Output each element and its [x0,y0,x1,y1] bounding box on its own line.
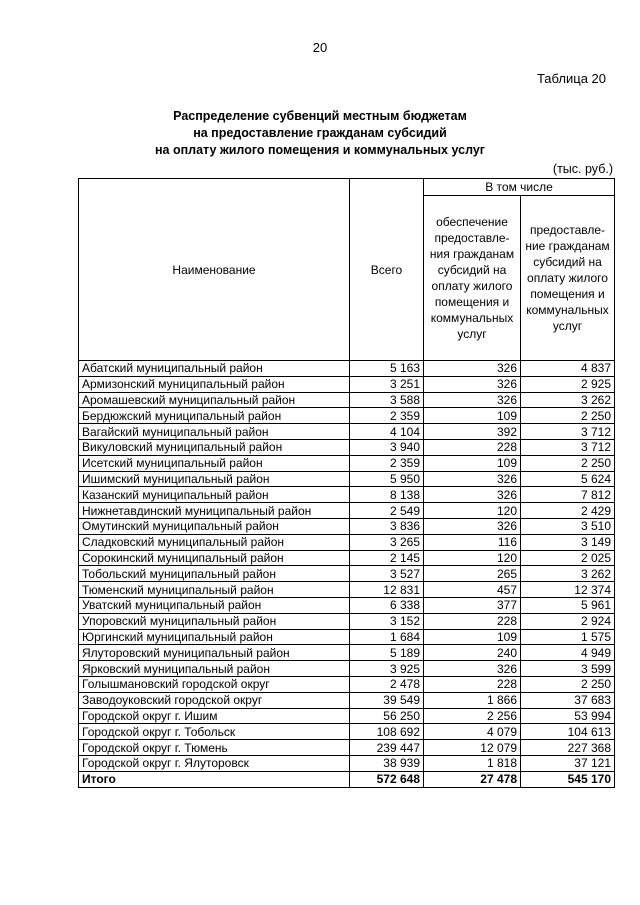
table-row [79,503,615,519]
total-row [79,771,615,787]
table-body [79,361,615,788]
cell-grant: 12 374 [521,582,615,598]
cell-total: 3 588 [350,392,424,408]
cell-name: Городской округ г. Ялуторовск [79,755,350,771]
cell-name: Упоровский муниципальный район [79,613,350,629]
cell-name: Нижнетавдинский муниципальный район [79,503,350,519]
cell-grant: 5 961 [521,597,615,613]
cell-grant: 3 599 [521,661,615,677]
cell-provision: 326 [424,518,521,534]
cell-name: Голышмановский городской округ [79,676,350,692]
cell-total: 3 940 [350,439,424,455]
table-row [79,439,615,455]
cell-provision: 457 [424,582,521,598]
cell-total: 3 265 [350,534,424,550]
cell-name: Армизонский муниципальный район [79,376,350,392]
cell-grant: 545 170 [521,771,615,787]
page-number: 20 [312,40,328,55]
cell-total: 5 163 [350,361,424,377]
cell-name: Юргинский муниципальный район [79,629,350,645]
cell-name: Сорокинский муниципальный район [79,550,350,566]
cell-name: Бердюжский муниципальный район [79,408,350,424]
table-row [79,361,615,377]
cell-grant: 37 683 [521,692,615,708]
cell-total: 3 925 [350,661,424,677]
cell-total: 108 692 [350,724,424,740]
cell-total: 239 447 [350,740,424,756]
cell-total: 12 831 [350,582,424,598]
title-line: на оплату жилого помещения и коммунальных услуг [154,143,486,157]
cell-total: 3 152 [350,613,424,629]
table-row [79,708,615,724]
cell-name: Уватский муниципальный район [79,597,350,613]
cell-grant: 5 624 [521,471,615,487]
cell-provision: 326 [424,392,521,408]
cell-provision: 326 [424,361,521,377]
cell-total: 3 527 [350,566,424,582]
cell-provision: 120 [424,550,521,566]
table-row [79,455,615,471]
cell-name: Казанский муниципальный район [79,487,350,503]
cell-grant: 2 925 [521,376,615,392]
header-provision: обеспечение предоставле-ния гражданам субсидий на оплату жилого помещения и коммунальных услуг [424,196,521,361]
table-row [79,376,615,392]
cell-provision: 326 [424,376,521,392]
cell-name: Заводоуковский городской округ [79,692,350,708]
cell-grant: 2 924 [521,613,615,629]
cell-name: Городской округ г. Тобольск [79,724,350,740]
cell-total: 4 104 [350,424,424,440]
cell-provision: 1 818 [424,755,521,771]
table-row [79,613,615,629]
cell-provision: 326 [424,471,521,487]
cell-name: Исетский муниципальный район [79,455,350,471]
header-including: В том числе [424,179,615,196]
table-row [79,487,615,503]
subvention-table [78,178,615,788]
cell-name: Городской округ г. Тюмень [79,740,350,756]
cell-provision: 109 [424,629,521,645]
table-row [79,597,615,613]
cell-name: Итого [79,771,350,787]
cell-total: 2 359 [350,408,424,424]
cell-total: 39 549 [350,692,424,708]
cell-grant: 4 949 [521,645,615,661]
cell-total: 38 939 [350,755,424,771]
cell-name: Абатский муниципальный район [79,361,350,377]
cell-provision: 120 [424,503,521,519]
cell-grant: 2 429 [521,503,615,519]
cell-grant: 1 575 [521,629,615,645]
cell-provision: 228 [424,439,521,455]
cell-provision: 109 [424,408,521,424]
units-note: (тыс. руб.) [552,162,613,176]
table-row [79,518,615,534]
table-row [79,392,615,408]
cell-grant: 53 994 [521,708,615,724]
cell-total: 6 338 [350,597,424,613]
cell-name: Тобольский муниципальный район [79,566,350,582]
table-row [79,645,615,661]
cell-total: 8 138 [350,487,424,503]
title-line: Распределение субвенций местным бюджетам [173,109,467,123]
cell-name: Ярковский муниципальный район [79,661,350,677]
cell-name: Городской округ г. Ишим [79,708,350,724]
cell-grant: 3 149 [521,534,615,550]
cell-grant: 2 250 [521,408,615,424]
cell-grant: 104 613 [521,724,615,740]
cell-total: 572 648 [350,771,424,787]
cell-provision: 27 478 [424,771,521,787]
cell-provision: 265 [424,566,521,582]
cell-provision: 326 [424,487,521,503]
cell-grant: 37 121 [521,755,615,771]
cell-grant: 2 025 [521,550,615,566]
header-total: Всего [350,179,424,361]
cell-provision: 326 [424,661,521,677]
cell-grant: 3 712 [521,439,615,455]
table-row [79,661,615,677]
cell-grant: 227 368 [521,740,615,756]
title-line: на предоставление гражданам субсидий [193,126,447,140]
cell-grant: 3 510 [521,518,615,534]
cell-total: 2 478 [350,676,424,692]
table-row [79,724,615,740]
cell-grant: 2 250 [521,455,615,471]
cell-provision: 4 079 [424,724,521,740]
cell-provision: 377 [424,597,521,613]
cell-provision: 1 866 [424,692,521,708]
cell-total: 2 549 [350,503,424,519]
cell-provision: 228 [424,676,521,692]
cell-grant: 7 812 [521,487,615,503]
table-row [79,424,615,440]
table-label: Таблица 20 [536,71,606,86]
table-row [79,629,615,645]
cell-grant: 3 262 [521,392,615,408]
cell-total: 3 836 [350,518,424,534]
cell-total: 5 950 [350,471,424,487]
cell-name: Викуловский муниципальный район [79,439,350,455]
cell-total: 5 189 [350,645,424,661]
table-row [79,534,615,550]
table-row [79,740,615,756]
cell-name: Сладковский муниципальный район [79,534,350,550]
cell-total: 2 145 [350,550,424,566]
table-row [79,408,615,424]
cell-name: Аромашевский муниципальный район [79,392,350,408]
cell-provision: 12 079 [424,740,521,756]
cell-name: Омутинский муниципальный район [79,518,350,534]
table-row [79,755,615,771]
header-grant: предоставле-ние гражданам субсидий на оплату жилого помещения и коммунальных услуг [521,196,615,361]
cell-name: Тюменский муниципальный район [79,582,350,598]
cell-total: 2 359 [350,455,424,471]
table-row [79,566,615,582]
cell-total: 56 250 [350,708,424,724]
cell-grant: 4 837 [521,361,615,377]
table-row [79,692,615,708]
cell-provision: 116 [424,534,521,550]
table-row [79,550,615,566]
table-row [79,582,615,598]
cell-provision: 392 [424,424,521,440]
cell-name: Ялуторовский муниципальный район [79,645,350,661]
cell-provision: 240 [424,645,521,661]
cell-provision: 228 [424,613,521,629]
cell-total: 1 684 [350,629,424,645]
cell-grant: 3 712 [521,424,615,440]
cell-grant: 2 250 [521,676,615,692]
cell-provision: 2 256 [424,708,521,724]
table-title [0,108,640,159]
cell-name: Ишимский муниципальный район [79,471,350,487]
table-row [79,471,615,487]
cell-name: Вагайский муниципальный район [79,424,350,440]
cell-provision: 109 [424,455,521,471]
header-name: Наименование [79,179,350,361]
cell-grant: 3 262 [521,566,615,582]
table-row [79,676,615,692]
cell-total: 3 251 [350,376,424,392]
